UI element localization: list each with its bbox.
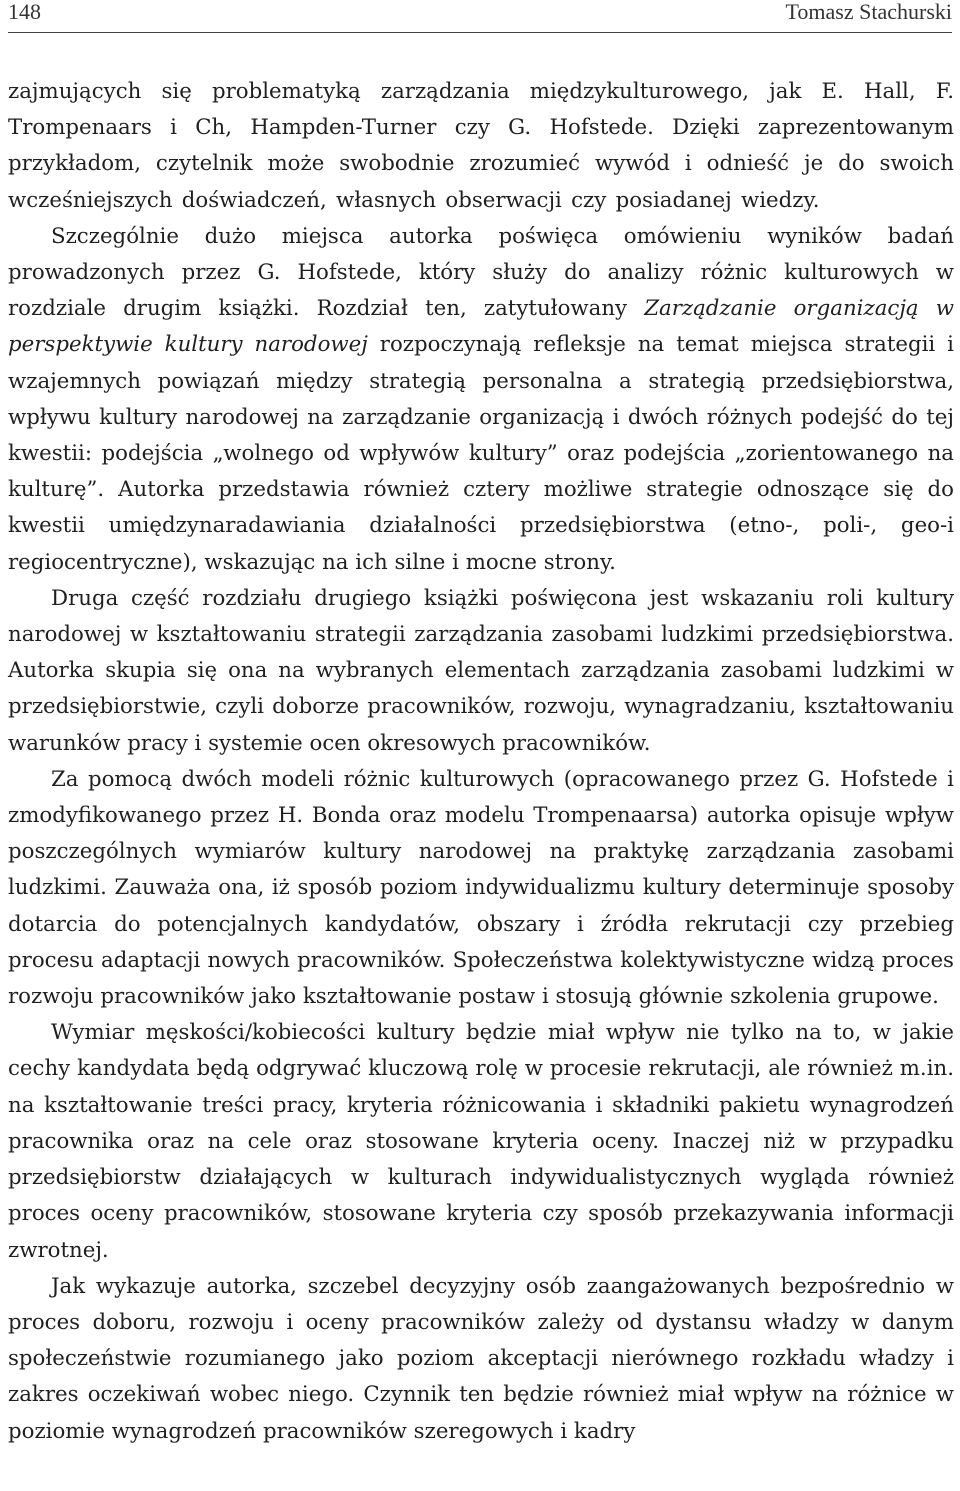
paragraph-text: zajmujących się problematyką zarządzania międzykulturowego, jak E. Hall, F. Trompenaars i Ch, Hampden-Turner czy G. Hofstede. Dzięki zaprezentowanym przykładom, czytelnik może swobodnie zrozumieć wywód i odnieść je do swoich wcześniejszych doświadczeń, własnych obserwacji czy posiadanej wiedzy.	[8, 79, 954, 213]
paragraph-text: rozpoczynają refleksje na temat miejsca strategii i wzajemnych powiązań między strategią personalna a strategią przedsiębiorstwa, wpływu kultury narodowej na zarządzanie organizacją i dwóch różnych podejść do tej kwestii: podejścia „wolnego od wpływów kultury” oraz podejścia „zorientowanego na kulturę”. Autorka przedstawia również cztery możliwe strategie odnoszące się do kwestii umiędzynaradawiania działalności przedsiębiorstwa (etno-, poli-, geo-i regiocentryczne), wskazując na ich silne i mocne strony.	[8, 332, 954, 575]
paragraph-text: Jak wykazuje autorka, szczebel decyzyjny osób zaangażowanych bezpośrednio w proces doboru, rozwoju i oceny pracowników zależy od dystansu władzy w danym społeczeństwie rozumianego jako poziom akceptacji nierównego rozkładu władzy i zakres oczekiwań wobec niego. Czynnik ten będzie również miał wpływ na różnice w poziomie wynagrodzeń pracowników szeregowych i kadry	[8, 1273, 954, 1444]
paragraph	[8, 74, 954, 219]
body-text	[8, 74, 954, 1450]
page-number: 148	[8, 0, 41, 24]
running-header	[8, 0, 952, 33]
paragraph-text: Za pomocą dwóch modeli różnic kulturowych (opracowanego przez G. Hofstede i zmodyfikowanego przez H. Bonda oraz modelu Trompenaarsa) autorka opisuje wpływ poszczególnych wymiarów kultury narodowej na praktykę zarządzania zasobami ludzkimi. Zauważa ona, iż sposób poziom indywidualizmu kultury determinuje sposoby dotarcia do potencjalnych kandydatów, obszary i źródła rekrutacji czy przebieg procesu adaptacji nowych pracowników. Społeczeństwa kolektywistyczne widzą proces rozwoju pracowników jako kształtowanie postaw i stosują głównie szkolenia grupowe.	[8, 766, 954, 1010]
paragraph-text: Wymiar męskości/kobiecości kultury będzie miał wpływ nie tylko na to, w jakie cechy kandydata będą odgrywać kluczową rolę w procesie rekrutacji, ale również m.in. na kształtowanie treści pracy, kryteria różnicowania i składniki pakietu wynagrodzeń pracownika oraz na cele oraz stosowane kryteria oceny. Inaczej niż w przypadku przedsiębiorstw działających w kulturach indywidualistycznych wygląda również proces oceny pracowników, stosowane kryteria czy sposób przekazywania informacji zwrotnej.	[8, 1020, 954, 1263]
book-chapter-title: Zarządzanie organizacją w perspektywie kultury narodowej	[8, 296, 954, 358]
paragraph	[8, 581, 954, 762]
running-header-author: Tomasz Stachurski	[785, 0, 952, 24]
paragraph	[8, 219, 954, 581]
paragraph	[8, 1015, 954, 1268]
paragraph-text: Szczególnie dużo miejsca autorka poświęca omówieniu wyników badań prowadzonych przez G. Hofstede, który służy do analizy różnic kulturowych w rozdziale drugim książki. Rozdział ten, zatytułowany	[8, 223, 954, 322]
paragraph-text: Druga część rozdziału drugiego książki poświęcona jest wskazaniu roli kultury narodowej w kształtowaniu strategii zarządzania zasobami ludzkimi przedsiębiorstwa. Autorka skupia się ona na wybranych elementach zarządzania zasobami ludzkimi w przedsiębiorstwie, czyli doborze pracowników, rozwoju, wynagradzaniu, kształtowaniu warunków pracy i systemie ocen okresowych pracowników.	[8, 585, 954, 756]
paragraph	[8, 1269, 954, 1450]
paragraph	[8, 762, 954, 1015]
